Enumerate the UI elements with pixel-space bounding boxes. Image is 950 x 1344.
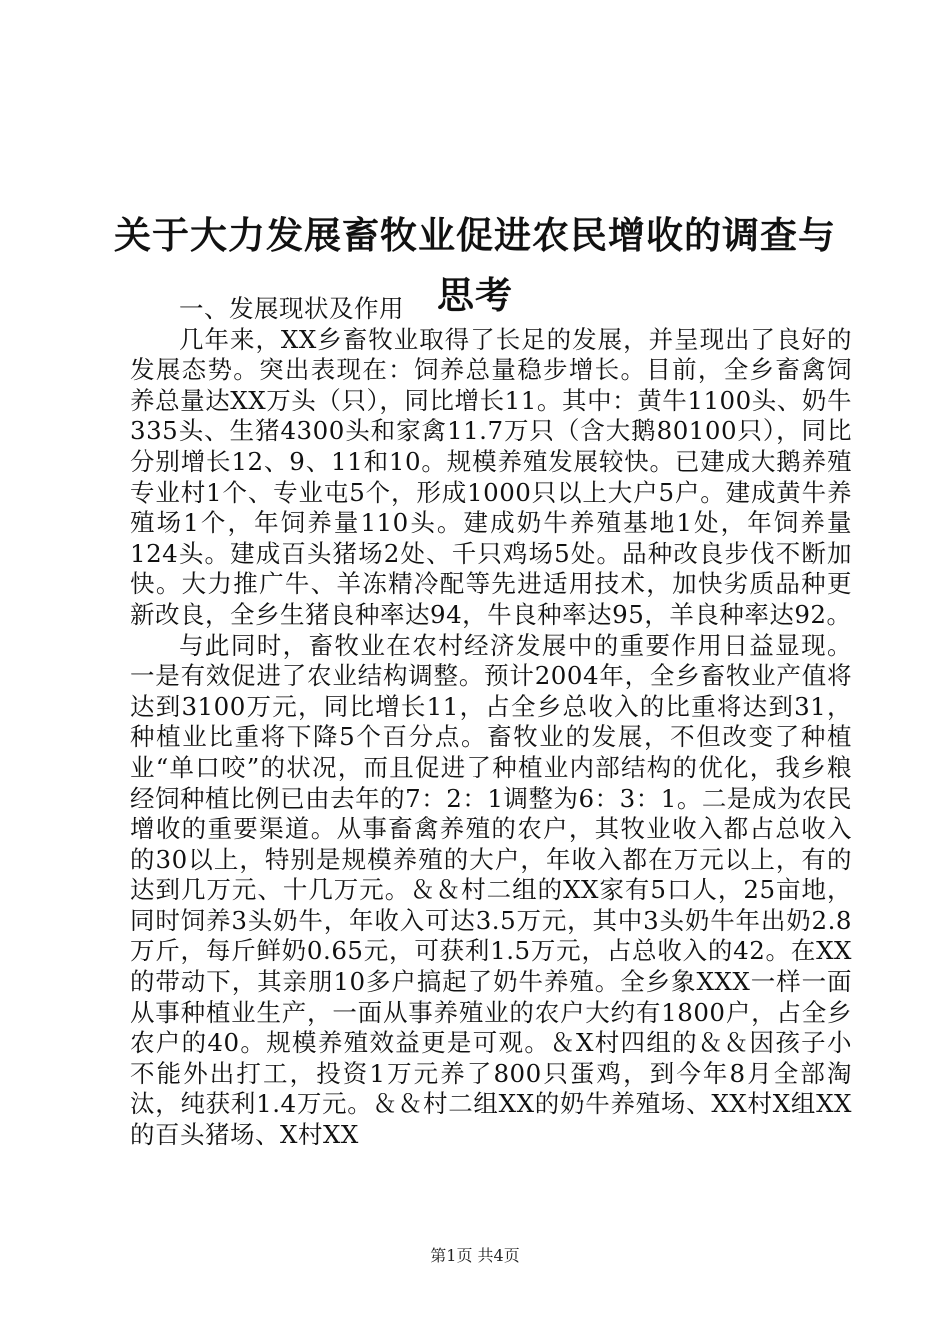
paragraph: 与此同时，畜牧业在农村经济发展中的重要作用日益显现。一是有效促进了农业结构调整。预计2004年，全乡畜牧业产值将达到3100万元，同比增长11，占全乡总收入的比重将达到31，种植业比重将下降5个百分点。畜牧业的发展，不但改变了种植业“单口咬”的状况，而且促进了种植业内部结构的优化，我乡粮经饲种植比例已由去年的7：2：1调整为6：3：1。二是成为农民增收的重要渠道。从事畜禽养殖的农户，其牧业收入都占总收入的30以上，特别是规模养殖的大户，年收入都在万元以上，有的达到几万元、十几万元。＆＆村二组的XX家有5口人，25亩地，同时饲养3头奶牛，年收入可达3.5万元，其中3头奶牛年出奶2.8万斤，每斤鲜奶0.65元，可获利1.5万元，占总收入的42。在XX的带动下，其亲朋10多户搞起了奶牛养殖。全乡象XXX一样一面从事种植业生产，一面从事养殖业的农户大约有1800户，占全乡农户的40。规模养殖效益更是可观。＆X村四组的＆＆因孩子小不能外出打工，投资1万元养了800只蛋鸡，到今年8月全部淘汰，纯获利1.4万元。＆＆村二组XX的奶牛养殖场、XX村X组XX的百头猪场、X村XX	[130, 630, 852, 1150]
paragraph: 几年来，XX乡畜牧业取得了长足的发展，并呈现出了良好的发展态势。突出表现在：饲养总量稳步增长。目前，全乡畜禽饲养总量达XX万头（只），同比增长11。其中：黄牛1100头、奶牛335头、生猪4300头和家禽11.7万只（含大鹅80100只），同比分别增长12、9、11和10。规模养殖发展较快。已建成大鹅养殖专业村1个、专业屯5个，形成1000只以上大户5户。建成黄牛养殖场1个，年饲养量110头。建成奶牛养殖基地1处，年饲养量124头。建成百头猪场2处、千只鸡场5处。品种改良步伐不断加快。大力推广牛、羊冻精冷配等先进适用技术，加快劣质品种更新改良，全乡生猪良种率达94，牛良种率达95，羊良种率达92。	[130, 324, 852, 629]
document-title: 关于大力发展畜牧业促进农民增收的调查与思考	[114, 212, 836, 317]
page-number-footer: 第1页 共4页	[430, 1246, 520, 1265]
section-heading: 一、发展现状及作用	[179, 294, 404, 323]
document-body	[130, 294, 852, 1151]
